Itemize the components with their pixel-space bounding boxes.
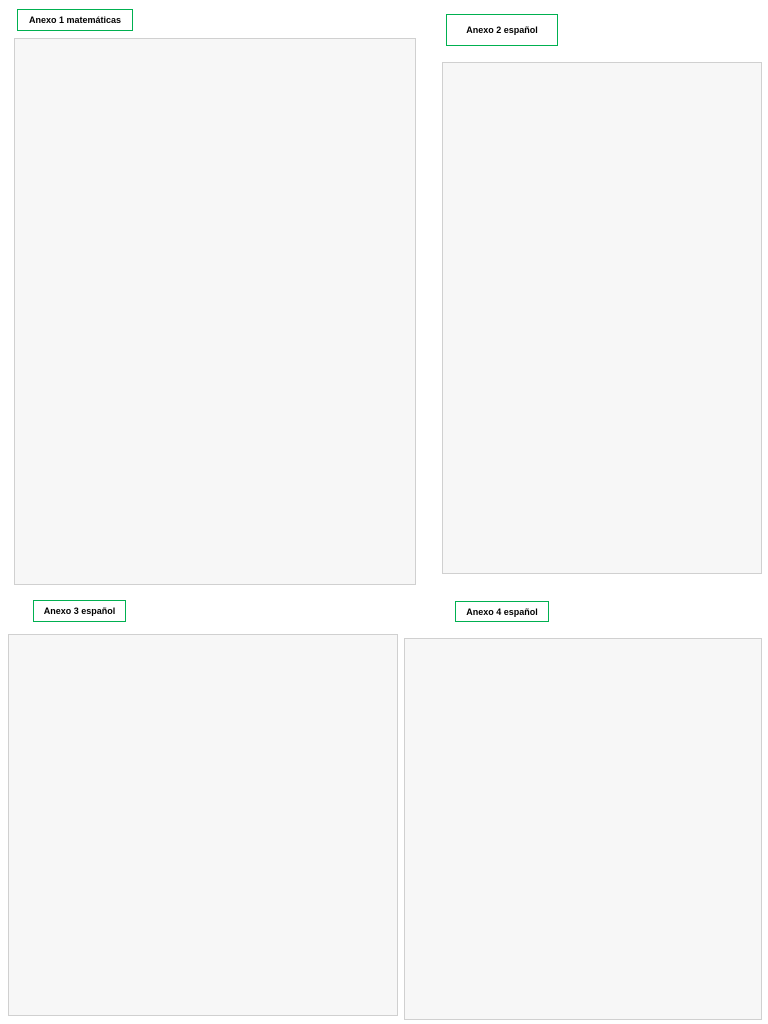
news-article-placeholder [404, 638, 762, 1020]
newspaper-exercise-placeholder [8, 634, 398, 1016]
annex-1-panel [0, 0, 434, 590]
annex-label: Anexo 3 español [33, 600, 126, 622]
math-content-placeholder [14, 38, 416, 585]
annex-label: Anexo 4 español [455, 601, 549, 622]
annex-2-panel [434, 0, 768, 590]
questions-panel-placeholder [442, 62, 762, 574]
annex-3-panel [0, 590, 404, 1024]
annex-label: Anexo 1 matemáticas [17, 9, 133, 31]
annex-4-panel [404, 590, 768, 1024]
annex-label: Anexo 2 español [446, 14, 558, 46]
